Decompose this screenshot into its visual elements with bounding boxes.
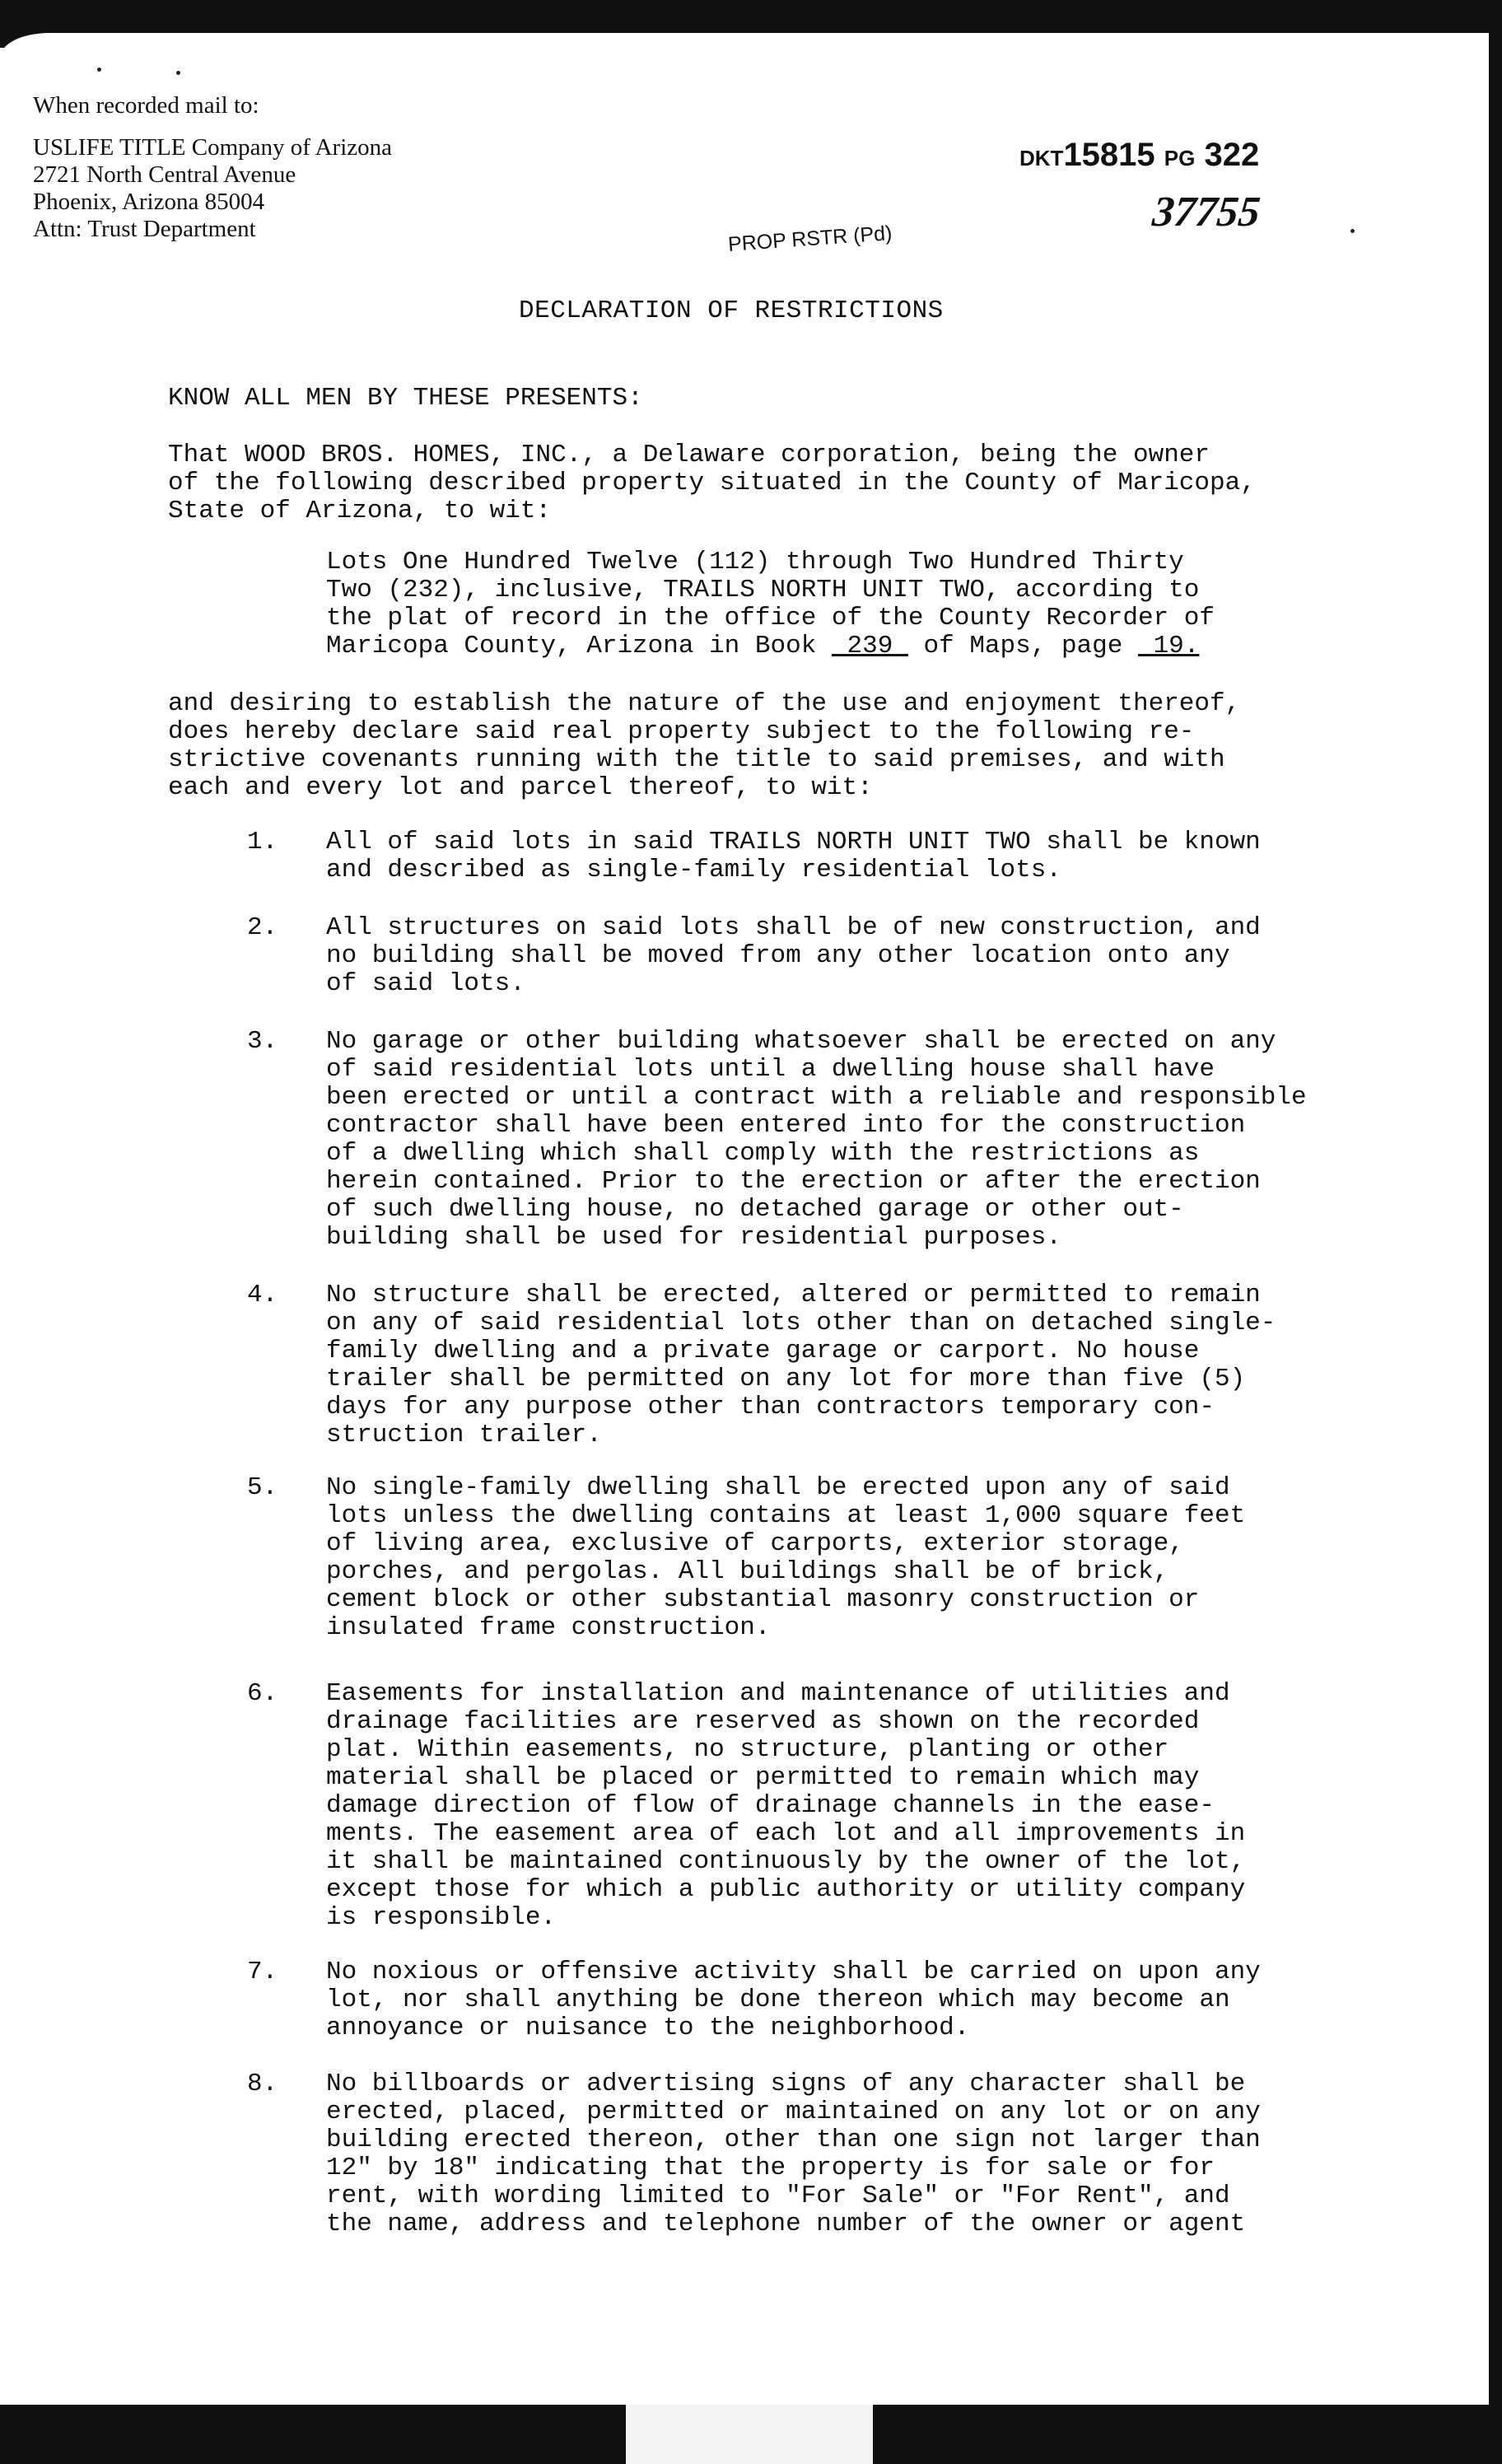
restriction-text (326, 1958, 1261, 2042)
docket-prefix: DKT (1019, 146, 1064, 170)
text-line: annoyance or nuisance to the neighborhood. (326, 2014, 970, 2042)
scan-speck (1350, 229, 1355, 233)
text-line: building shall be used for residential purposes. (326, 1223, 1061, 1252)
text-line: rent, with wording limited to "For Sale" or "For Rent", and (326, 2182, 1230, 2210)
text-line: porches, and pergolas. All buildings shall be of brick, (326, 1557, 1169, 1586)
page-prefix: PG (1164, 146, 1196, 170)
text-line: and desiring to establish the nature of the use and enjoyment thereof, (168, 689, 1241, 718)
intro-paragraph (168, 441, 1256, 525)
text-fragment: of Maps, page (907, 632, 1138, 660)
text-line: erected, placed, permitted or maintained on any lot or on any (326, 2098, 1261, 2126)
text-line: drainage facilities are reserved as shown on the recorded (326, 1707, 1200, 1736)
text-line: No structure shall be erected, altered or permitted to remain (326, 1281, 1261, 1309)
text-line: No noxious or offensive activity shall be carried on upon any (326, 1958, 1261, 1986)
scan-edge-right (1489, 0, 1502, 2464)
text-line: of such dwelling house, no detached garage or other out- (326, 1195, 1184, 1224)
docket-reference (1019, 137, 1259, 174)
page-number: 322 (1204, 137, 1260, 173)
mail-to-attn: Attn: Trust Department (33, 216, 256, 242)
restriction-number: 3. (247, 1027, 278, 1056)
recording-number: 37755 (1150, 189, 1262, 236)
text-line: ments. The easement area of each lot and all improvements in (326, 1819, 1246, 1848)
book-number: 239 (831, 632, 908, 660)
text-line: No billboards or advertising signs of any character shall be (326, 2070, 1246, 2098)
text-line: struction trailer. (326, 1421, 602, 1449)
text-line: no building shall be moved from any other location onto any (326, 941, 1230, 970)
restriction-number: 4. (247, 1281, 278, 1309)
text-line: does hereby declare said real property subject to the following re- (168, 717, 1195, 746)
text-line: been erected or until a contract with a reliable and responsible (326, 1083, 1307, 1112)
text-line: Lots One Hundred Twelve (112) through Two Hundred Thirty (326, 548, 1184, 576)
text-line: of said lots. (326, 969, 525, 998)
text-line: No single-family dwelling shall be erected upon any of said (326, 1473, 1230, 1502)
text-line: All of said lots in said TRAILS NORTH UNIT TWO shall be known (326, 828, 1261, 856)
text-line: the plat of record in the office of the County Recorder of (326, 604, 1215, 632)
text-line: family dwelling and a private garage or carport. No house (326, 1337, 1200, 1365)
text-line: except those for which a public authority or utility company (326, 1875, 1246, 1904)
restriction-text (326, 1680, 1245, 1932)
document-title: DECLARATION OF RESTRICTIONS (519, 296, 944, 325)
scan-edge-top (0, 0, 1502, 48)
text-line: cement block or other substantial masonry construction or (326, 1585, 1200, 1614)
map-page-number: 19. (1137, 632, 1200, 660)
text-line: trailer shall be permitted on any lot for more than five (5) (326, 1365, 1246, 1393)
text-line: herein contained. Prior to the erection or after the erection (326, 1167, 1261, 1196)
text-line: That WOOD BROS. HOMES, INC., a Delaware corporation, being the owner (168, 441, 1210, 469)
restriction-number: 5. (247, 1473, 278, 1502)
text-line: strictive covenants running with the title to said premises, and with (168, 745, 1225, 774)
lots-description (326, 548, 1215, 660)
salutation: KNOW ALL MEN BY THESE PRESENTS: (168, 384, 643, 413)
restriction-number: 1. (247, 828, 278, 856)
mail-to-city: Phoenix, Arizona 85004 (33, 189, 265, 215)
text-line: and described as single-family residential lots. (326, 856, 1061, 884)
text-line: No garage or other building whatsoever shall be erected on any (326, 1027, 1276, 1056)
text-line (326, 632, 1215, 660)
restriction-number: 2. (247, 913, 278, 942)
scan-edge-bottom (0, 2405, 1502, 2464)
text-line: each and every lot and parcel thereof, to wit: (168, 773, 873, 802)
restriction-number: 7. (247, 1958, 278, 1986)
text-line: State of Arizona, to wit: (168, 497, 552, 525)
mail-to-label: When recorded mail to: (33, 92, 259, 119)
restriction-text (326, 828, 1261, 884)
text-line: 12" by 18" indicating that the property is for sale or for (326, 2154, 1215, 2182)
prop-rstr-stamp: PROP RSTR (Pd) (727, 222, 893, 256)
text-line: of said residential lots until a dwelling house shall have (326, 1055, 1215, 1084)
text-line: material shall be placed or permitted to remain which may (326, 1763, 1200, 1792)
text-line: plat. Within easements, no structure, planting or other (326, 1735, 1169, 1764)
text-line: the name, address and telephone number of the owner or agent (326, 2210, 1246, 2238)
restriction-number: 8. (247, 2070, 278, 2098)
text-line: contractor shall have been entered into for the construction (326, 1111, 1246, 1140)
restriction-text (326, 1281, 1276, 1449)
restriction-text (326, 914, 1261, 998)
restriction-text (326, 1028, 1307, 1252)
text-line: on any of said residential lots other than on detached single- (326, 1309, 1276, 1337)
scan-speck (97, 68, 101, 72)
mail-to-block (33, 92, 392, 243)
text-line: Easements for installation and maintenance of utilities and (326, 1679, 1230, 1708)
text-line: damage direction of flow of drainage channels in the ease- (326, 1791, 1215, 1820)
text-fragment: Maricopa County, Arizona in Book (326, 632, 832, 660)
text-line: lots unless the dwelling contains at least 1,000 square feet (326, 1501, 1246, 1530)
text-line: it shall be maintained continuously by the owner of the lot, (326, 1847, 1246, 1876)
restriction-text (326, 2070, 1261, 2238)
text-line: days for any purpose other than contractors temporary con- (326, 1393, 1215, 1421)
text-line: insulated frame construction. (326, 1613, 771, 1642)
text-line: All structures on said lots shall be of new construction, and (326, 913, 1261, 942)
desire-paragraph (168, 690, 1240, 802)
restriction-number: 6. (247, 1679, 278, 1708)
docket-number: 15815 (1063, 137, 1155, 173)
restriction-text (326, 1474, 1245, 1642)
text-line: of a dwelling which shall comply with the restrictions as (326, 1139, 1200, 1168)
mail-to-company: USLIFE TITLE Company of Arizona (33, 134, 393, 161)
text-line: building erected thereon, other than one sign not larger than (326, 2126, 1261, 2154)
text-line: of the following described property situated in the County of Maricopa, (168, 469, 1256, 497)
text-line: Two (232), inclusive, TRAILS NORTH UNIT TWO, according to (326, 576, 1200, 604)
text-line: lot, nor shall anything be done thereon which may become an (326, 1986, 1230, 2014)
scan-speck (176, 71, 180, 75)
mail-to-street: 2721 North Central Avenue (33, 161, 296, 188)
text-line: of living area, exclusive of carports, exterior storage, (326, 1529, 1184, 1558)
text-line: is responsible. (326, 1903, 557, 1932)
